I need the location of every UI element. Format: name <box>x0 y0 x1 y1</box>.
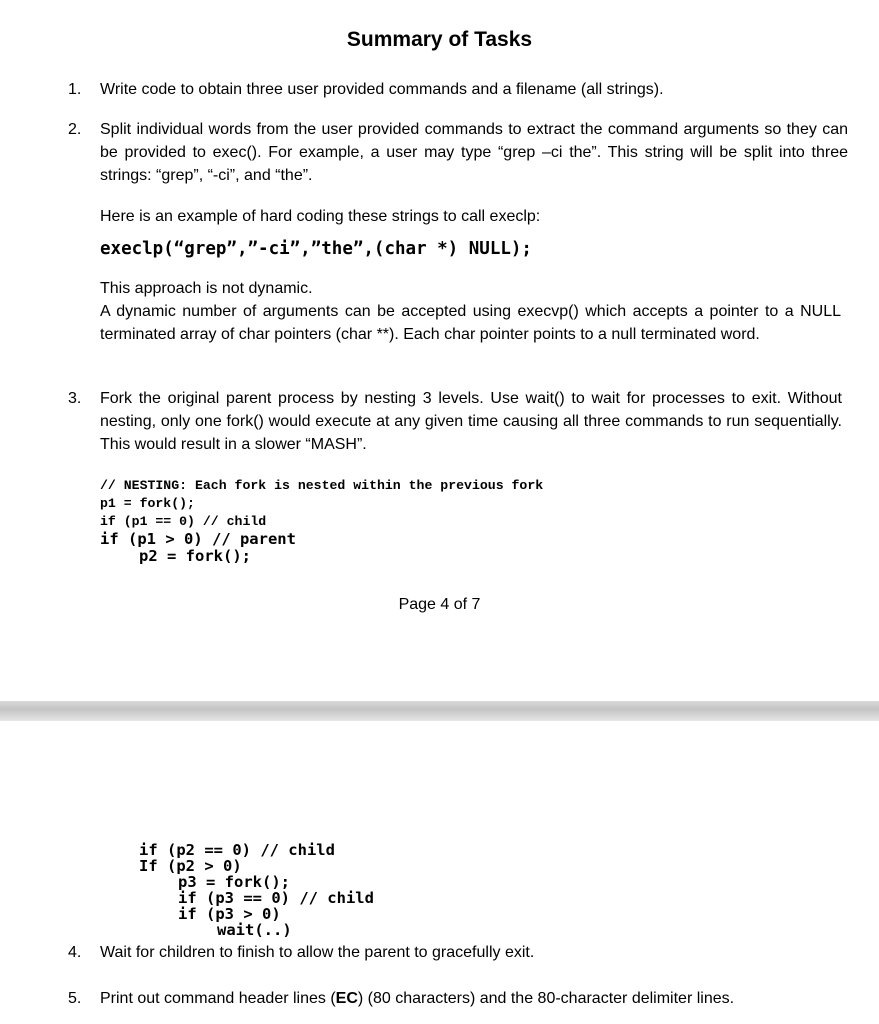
task-1-number: 1. <box>68 81 82 98</box>
task-3-text: Fork the original parent process by nesting 3 levels. Use wait() to wait for processes to exit. Without nesting, only one fork() would execute at any given time causing all three commands to run sequentially. This would result in a slower “MASH”. <box>100 390 842 453</box>
task-4-text: Wait for children to finish to allow the parent to gracefully exit. <box>100 944 535 961</box>
task-5-text-after: ) (80 characters) and the 80-character delimiter lines. <box>357 990 735 1007</box>
page-break-divider <box>0 701 879 721</box>
code-line-if-p3-parent: if (p3 > 0) <box>178 905 281 923</box>
nesting-comment: // NESTING: Each fork is nested within the previous fork <box>100 478 544 493</box>
task-5-ec-label: EC <box>335 990 358 1007</box>
task-5-text-before: Print out command header lines ( <box>100 990 336 1007</box>
code-line-if-p2-child: if (p2 == 0) // child <box>139 841 335 859</box>
code-line-p3-fork: p3 = fork(); <box>178 873 290 891</box>
dynamic-args-text: A dynamic number of arguments can be accepted using execvp() which accepts a pointer to a NULL terminated array of char pointers (char **). Each char pointer points to a null terminated word. <box>100 303 841 343</box>
code-line-p1-fork: p1 = fork(); <box>100 496 195 511</box>
task-2-text: Split individual words from the user provided commands to extract the command arguments so they can be provided to exec(). For example, a user may type “grep –ci the”. This string will be split into three strings: “grep”, “-ci”, and “the”. <box>100 121 848 184</box>
task-3-number: 3. <box>68 390 82 407</box>
task-5-text <box>100 987 734 1010</box>
code-line-if-child: if (p1 == 0) // child <box>100 514 267 529</box>
task-2-number: 2. <box>68 121 82 138</box>
code-line-if-p2-parent: If (p2 > 0) <box>139 857 242 875</box>
page-title: Summary of Tasks <box>346 28 533 51</box>
page-number: Page 4 of 7 <box>398 596 481 613</box>
task-4-number: 4. <box>68 944 82 961</box>
task-1-text: Write code to obtain three user provided commands and a filename (all strings). <box>100 81 664 98</box>
not-dynamic-text: This approach is not dynamic. <box>100 280 313 297</box>
execlp-code: execlp(“grep”,”-ci”,”the”,(char *) NULL); <box>100 239 532 259</box>
task-5-number: 5. <box>68 990 82 1007</box>
code-line-if-p3-child: if (p3 == 0) // child <box>178 889 374 907</box>
hardcode-intro: Here is an example of hard coding these strings to call execlp: <box>100 208 541 225</box>
code-line-wait: wait(..) <box>217 921 292 939</box>
code-line-if-parent: if (p1 > 0) // parent <box>100 530 296 548</box>
code-line-p2-fork: p2 = fork(); <box>139 547 251 565</box>
